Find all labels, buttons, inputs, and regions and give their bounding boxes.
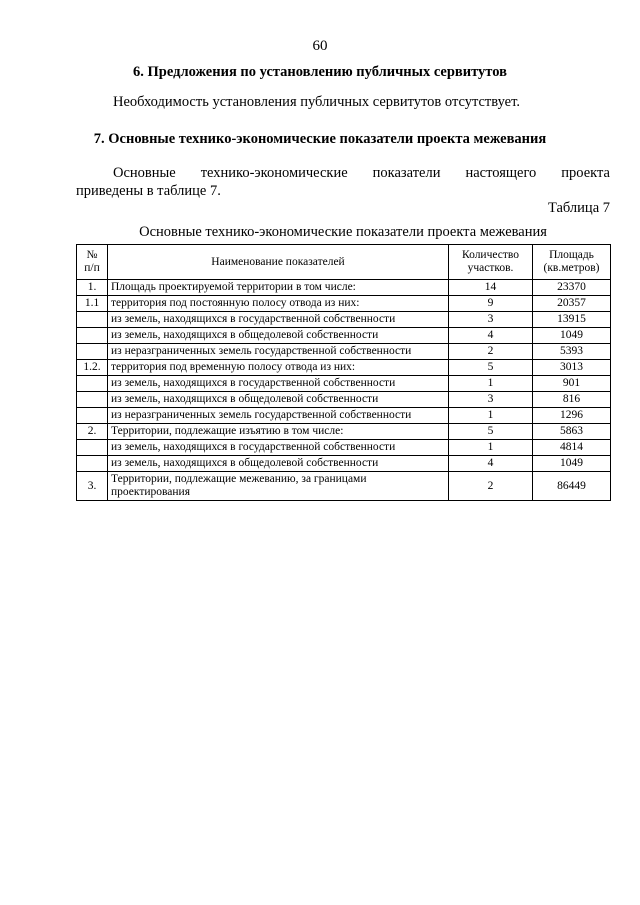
row-number [77,376,108,392]
row-area: 86449 [533,472,611,501]
page-number: 60 [312,38,328,54]
section-6-text: Необходимость установления публичных сервитутов отсутствует. [113,94,520,110]
row-number [77,312,108,328]
header-qty [449,245,533,280]
paragraph-line-1 [76,164,610,182]
table-body [77,280,611,501]
row-number: 1. [77,280,108,296]
table-header-row [77,245,611,280]
row-quantity: 1 [449,408,533,424]
row-number [77,328,108,344]
table-row [77,344,611,360]
row-quantity: 5 [449,424,533,440]
table-title: Основные технико-экономические показатели проекта межевания [139,224,547,240]
section-6-heading: 6. Предложения по установлению публичных сервитутов [133,64,507,80]
row-quantity: 3 [449,392,533,408]
row-name: территория под временную полосу отвода из них: [108,360,449,376]
word-4: настоящего [465,165,537,181]
indicators-table [76,244,611,501]
word-1: Основные [113,165,176,181]
section-7-paragraph [76,164,610,200]
table-row [77,360,611,376]
row-area: 1049 [533,328,611,344]
word-5: проекта [561,165,610,181]
row-quantity: 1 [449,440,533,456]
row-area: 13915 [533,312,611,328]
row-area: 816 [533,392,611,408]
row-area: 1049 [533,456,611,472]
row-name: Площадь проектируемой территории в том числе: [108,280,449,296]
table-row [77,456,611,472]
table-row [77,440,611,456]
row-quantity: 2 [449,472,533,501]
row-number: 3. [77,472,108,501]
table-caption: Таблица 7 [547,200,610,216]
table-row [77,472,611,501]
row-area: 5393 [533,344,611,360]
paragraph-line-2: приведены в таблице 7. [76,183,221,199]
row-area: 4814 [533,440,611,456]
row-area: 901 [533,376,611,392]
row-name: из земель, находящихся в государственной собственности [108,312,449,328]
section-7-heading: 7. Основные технико-экономические показатели проекта межевания [93,131,547,147]
row-quantity: 4 [449,456,533,472]
row-name: из земель, находящихся в общедолевой собственности [108,456,449,472]
row-area: 5863 [533,424,611,440]
header-area [533,245,611,280]
row-area: 1296 [533,408,611,424]
row-number [77,440,108,456]
header-qty-line2: участков. [467,262,514,274]
header-num-line2: п/п [84,262,100,274]
table-row [77,408,611,424]
row-name: из неразграниченных земель государственной собственности [108,408,449,424]
row-quantity: 9 [449,296,533,312]
table-row [77,328,611,344]
row-quantity: 1 [449,376,533,392]
table-row [77,280,611,296]
header-num-line1: № [86,249,98,261]
header-name: Наименование показателей [108,245,449,280]
header-qty-line1: Количество [462,249,519,261]
row-quantity: 2 [449,344,533,360]
row-name: территория под постоянную полосу отвода из них: [108,296,449,312]
table-row [77,296,611,312]
table-row [77,424,611,440]
row-area: 23370 [533,280,611,296]
row-number: 1.2. [77,360,108,376]
row-number [77,456,108,472]
row-area: 20357 [533,296,611,312]
row-number: 1.1 [77,296,108,312]
row-name: из земель, находящихся в общедолевой собственности [108,328,449,344]
row-number [77,392,108,408]
word-3: показатели [372,165,441,181]
row-name: из земель, находящихся в общедолевой собственности [108,392,449,408]
header-area-line1: Площадь [549,249,594,261]
table-row [77,376,611,392]
header-num [77,245,108,280]
row-area: 3013 [533,360,611,376]
row-quantity: 4 [449,328,533,344]
row-name: Территории, подлежащие межеванию, за границами проектирования [108,472,449,501]
row-number: 2. [77,424,108,440]
row-number [77,344,108,360]
row-number [77,408,108,424]
row-name: Территории, подлежащие изъятию в том числе: [108,424,449,440]
row-name: из неразграниченных земель государственной собственности [108,344,449,360]
row-name: из земель, находящихся в государственной собственности [108,440,449,456]
row-quantity: 5 [449,360,533,376]
table-row [77,392,611,408]
row-quantity: 3 [449,312,533,328]
word-2: технико-экономические [200,165,348,181]
header-area-line2: (кв.метров) [543,262,600,274]
table-row [77,312,611,328]
row-name: из земель, находящихся в государственной собственности [108,376,449,392]
row-quantity: 14 [449,280,533,296]
